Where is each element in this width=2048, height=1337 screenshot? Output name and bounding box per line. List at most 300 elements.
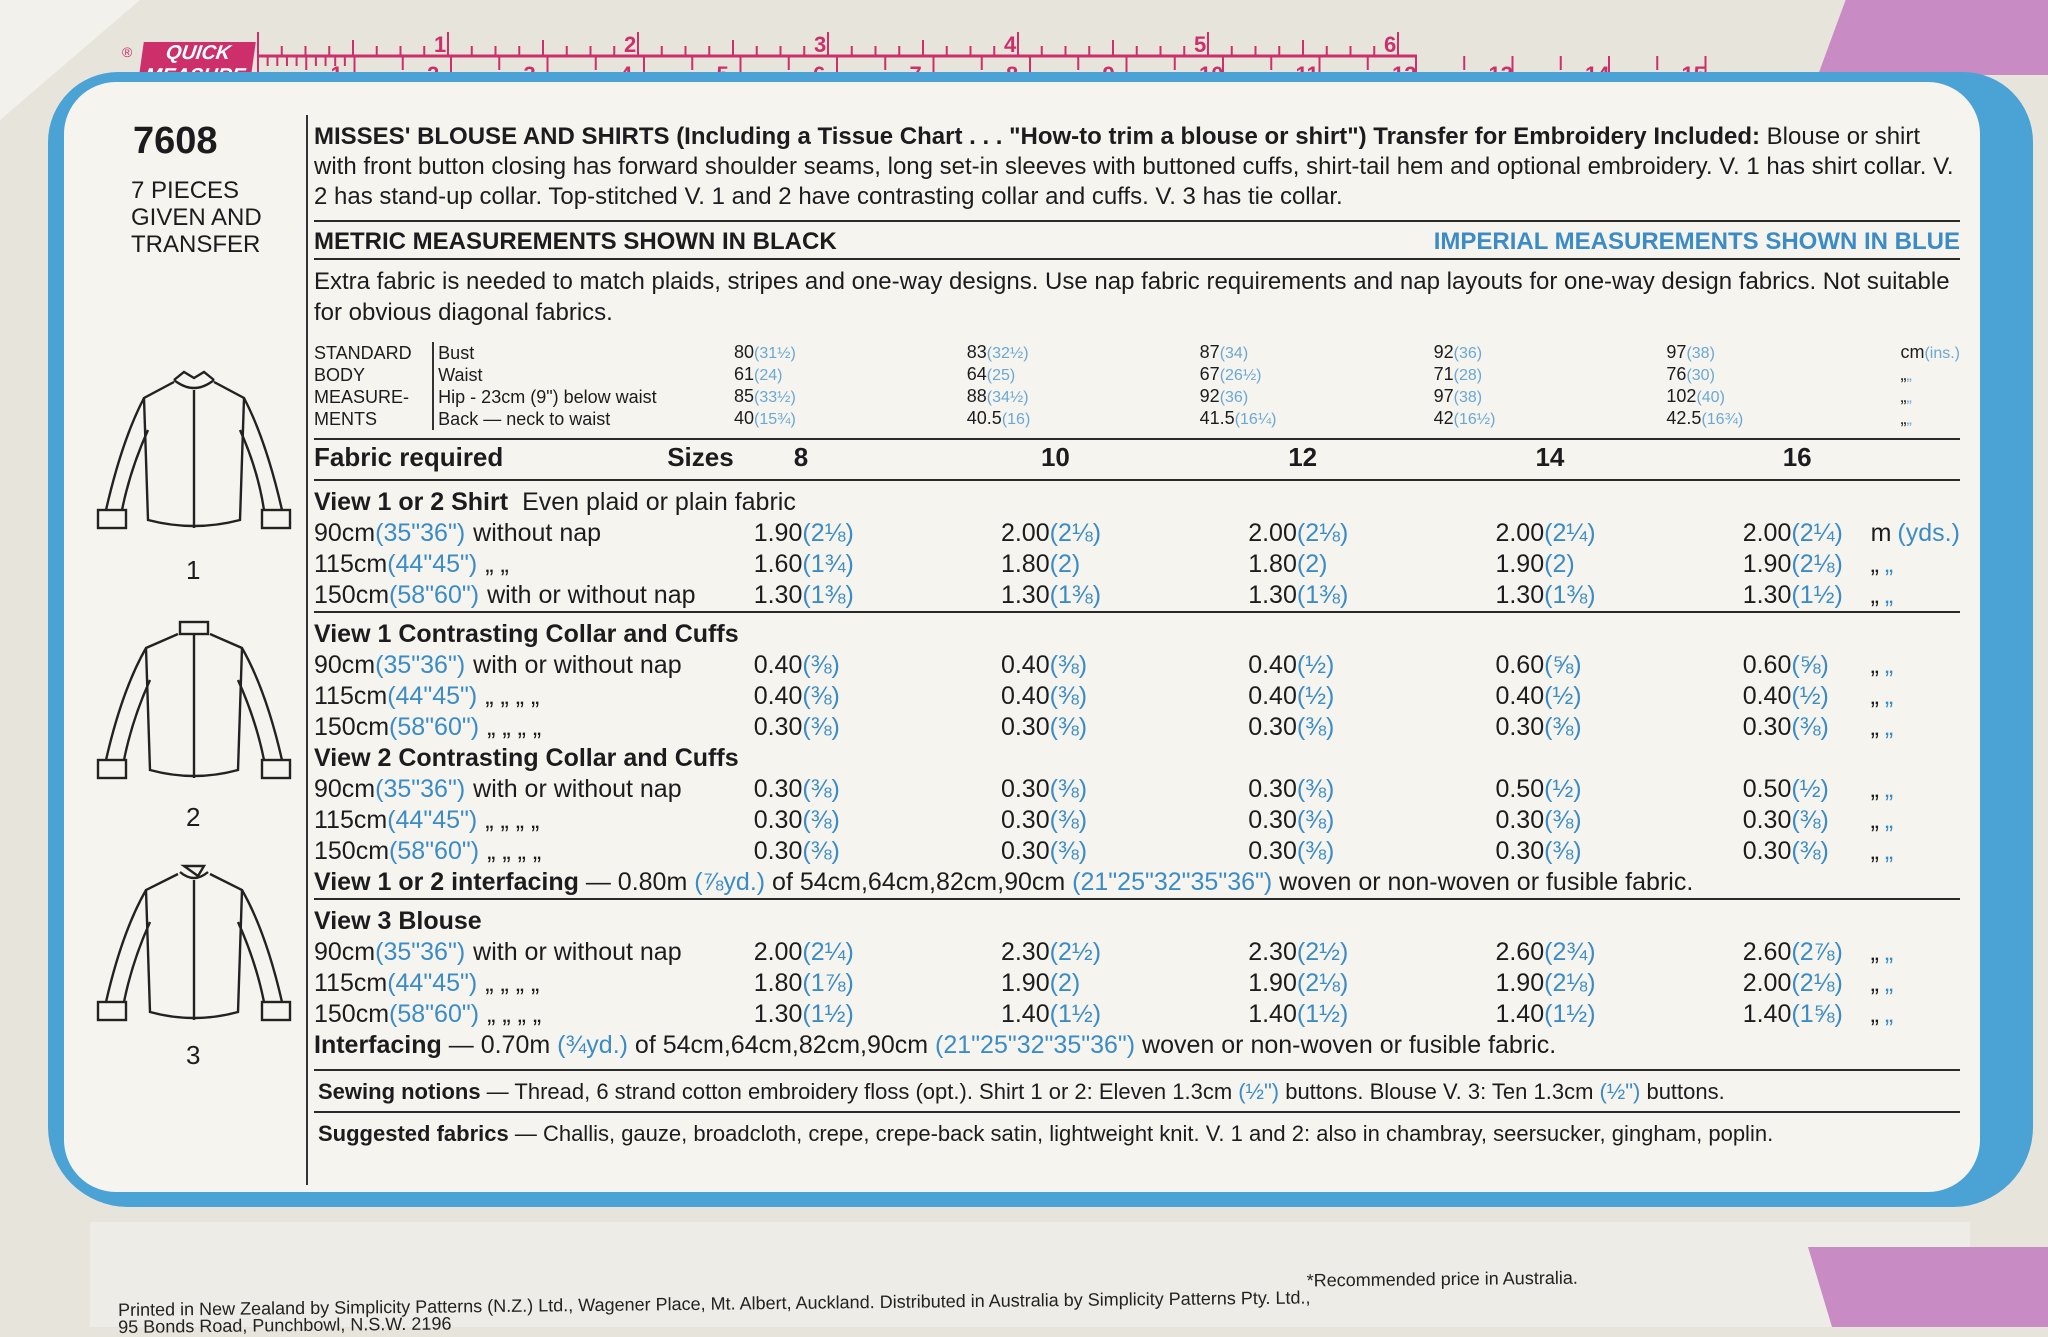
body-measure-value xyxy=(1200,386,1434,408)
fabric-amount xyxy=(1248,836,1495,867)
footer-line2: 95 Bonds Road, Punchbowl, N.S.W. 2196 xyxy=(118,1313,452,1337)
amount-metric: 1.30 xyxy=(1742,581,1792,609)
notions-text: — Thread, 6 strand cotton embroidery floss (opt.). Shirt 1 or 2: Eleven 1.3cm xyxy=(480,1079,1239,1104)
imperial-value: (40) xyxy=(1696,389,1725,406)
fabric-amount xyxy=(1743,712,1867,743)
amount-metric: 2.00 xyxy=(1742,519,1792,547)
amount-imperial: (2⅛) xyxy=(1296,519,1349,547)
unit-imperial: „ xyxy=(1884,550,1894,578)
metric-value: 85 xyxy=(734,386,755,406)
measurement-header xyxy=(314,222,1960,258)
notions-imperial: (½") xyxy=(1599,1079,1641,1104)
amount-metric: 1.90 xyxy=(1742,550,1792,578)
amount-imperial: (⅜) xyxy=(1791,837,1829,865)
amount-metric: 0.30 xyxy=(753,713,803,741)
main-content xyxy=(314,122,1960,1153)
nap-description: „ „ „ „ xyxy=(485,806,540,834)
width-imperial: (35"36") xyxy=(375,651,466,679)
unit-metric: „ xyxy=(1870,1000,1879,1028)
amount-metric: 2.00 xyxy=(753,938,803,966)
interfacing-text: woven or non-woven or fusible fabric. xyxy=(1272,868,1694,896)
section-title: View 1 or 2 Shirt xyxy=(314,488,509,516)
width-metric: 150cm xyxy=(314,837,390,865)
pieces-line1: 7 PIECES xyxy=(131,177,240,204)
interfacing-imperial: (21"25"32"35"36") xyxy=(935,1031,1136,1059)
amount-imperial: (⅜) xyxy=(802,806,840,834)
amount-metric: 0.50 xyxy=(1742,775,1792,803)
fabric-amount xyxy=(1001,999,1248,1030)
body-measure-value xyxy=(1434,408,1667,430)
imperial-value: (24) xyxy=(754,367,783,384)
fabric-width xyxy=(314,549,754,580)
fabric-amount xyxy=(754,805,1001,836)
pattern-number: 7608 xyxy=(133,120,218,162)
unit-metric: „ xyxy=(1870,682,1879,710)
amount-metric: 0.30 xyxy=(1248,713,1297,741)
metric-value: 83 xyxy=(966,342,987,362)
unit-imperial: „ xyxy=(1906,367,1912,384)
fabric-amount xyxy=(1743,774,1867,805)
unit-imperial: (yds.) xyxy=(1897,519,1960,547)
suggested-text: — Challis, gauze, broadcloth, crepe, crepe-back satin, lightweight knit. V. 1 and 2: also in chambray, seersucker, gingham, poplin. xyxy=(508,1121,1774,1146)
amount-metric: 2.30 xyxy=(1248,938,1297,966)
fabric-width xyxy=(314,836,754,867)
amount-metric: 0.30 xyxy=(1742,837,1792,865)
width-imperial: (35"36") xyxy=(375,938,466,966)
fabric-row xyxy=(314,549,1960,580)
width-metric: 90cm xyxy=(314,519,376,547)
body-measure-value xyxy=(1434,386,1667,408)
nap-description: „ „ „ „ xyxy=(487,713,542,741)
section-heading xyxy=(314,906,1960,937)
amount-imperial: (2) xyxy=(1296,550,1328,578)
left-column xyxy=(95,110,300,258)
amount-imperial: (⅜) xyxy=(1296,713,1335,741)
width-metric: 150cm xyxy=(314,1000,390,1028)
fabric-amount xyxy=(1743,937,1867,968)
fabric-row xyxy=(314,774,1960,805)
fabric-amount xyxy=(754,836,1001,867)
unit-imperial: „ xyxy=(1906,411,1912,428)
inch-label: 4 xyxy=(1004,32,1017,57)
fabric-width xyxy=(314,580,754,612)
amount-metric: 0.30 xyxy=(1248,837,1297,865)
width-imperial: (58"60") xyxy=(389,713,480,741)
amount-metric: 2.00 xyxy=(1000,519,1050,547)
amount-imperial: (⅜) xyxy=(1049,837,1088,865)
width-metric: 150cm xyxy=(314,581,390,609)
nap-description: „ „ „ „ xyxy=(487,1000,542,1028)
fabric-amount xyxy=(1743,650,1867,681)
amount-metric: 1.40 xyxy=(1742,1000,1792,1028)
fabric-required-label xyxy=(314,440,754,480)
unit xyxy=(1867,681,1960,712)
amount-imperial: (⅜) xyxy=(1049,651,1088,679)
footer-line1: Printed in New Zealand by Simplicity Patterns (N.Z.) Ltd., Wagener Place, Mt. Albert, Auckland. Distributed in Australia by Simplicity Patterns Pty. Ltd., xyxy=(117,1287,1311,1320)
body-measure-value xyxy=(734,386,967,408)
amount-metric: 1.30 xyxy=(1248,581,1297,609)
fabric-row xyxy=(314,580,1960,612)
unit xyxy=(1867,836,1960,867)
size-header: 14 xyxy=(1535,442,1565,472)
amount-metric: 0.30 xyxy=(753,775,803,803)
nap-description: with or without nap xyxy=(473,651,682,679)
amount-imperial: (2) xyxy=(1049,550,1081,578)
amount-imperial: (2⅛) xyxy=(1791,550,1843,578)
amount-metric: 0.30 xyxy=(1495,837,1545,865)
view-1-label: 1 xyxy=(186,555,201,585)
metric-value: 41.5 xyxy=(1199,408,1235,428)
amount-metric: 0.30 xyxy=(1495,806,1545,834)
width-metric: 115cm xyxy=(314,682,388,710)
size-header: 8 xyxy=(793,442,809,472)
pink-corner-bottom xyxy=(1808,1247,2048,1327)
fabric-amount xyxy=(1495,580,1742,612)
amount-imperial: (2⅞) xyxy=(1791,938,1843,966)
interfacing-text: — 0.70m xyxy=(441,1031,558,1059)
body-measure-value xyxy=(734,408,967,430)
body-label-line: MENTS xyxy=(314,409,377,429)
section-title: View 3 Blouse xyxy=(314,907,482,935)
imperial-value: (16¾) xyxy=(1701,411,1744,428)
fabric-amount xyxy=(1001,774,1248,805)
amount-metric: 1.60 xyxy=(753,550,803,578)
amount-metric: 1.90 xyxy=(1248,969,1297,997)
amount-metric: 0.30 xyxy=(1248,775,1297,803)
amount-metric: 0.30 xyxy=(1000,806,1050,834)
amount-imperial: (2⅛) xyxy=(1791,969,1843,997)
unit xyxy=(1867,518,1960,549)
unit-metric: „ xyxy=(1870,837,1879,865)
body-measure-value xyxy=(1666,408,1900,430)
unit xyxy=(1900,342,1960,364)
inch-label: 2 xyxy=(624,32,637,57)
nap-description: „ „ xyxy=(485,550,509,578)
amount-imperial: (2¾) xyxy=(1544,938,1596,966)
width-imperial: (35"36") xyxy=(375,775,466,803)
fabric-amount xyxy=(1248,968,1495,999)
unit xyxy=(1867,774,1960,805)
metric-value: 97 xyxy=(1666,342,1687,362)
fabric-amount xyxy=(754,774,1001,805)
unit xyxy=(1867,650,1960,681)
registered-mark: ® xyxy=(122,44,133,60)
fabric-amount xyxy=(1248,805,1495,836)
fabric-amount xyxy=(1001,580,1248,612)
fabric-amount xyxy=(1495,937,1742,968)
fabric-amount xyxy=(1495,968,1742,999)
fabric-row xyxy=(314,836,1960,867)
amount-metric: 1.30 xyxy=(753,581,803,609)
pieces-line3: TRANSFER xyxy=(131,231,261,258)
body-measure-row xyxy=(314,364,1960,386)
width-imperial: (58"60") xyxy=(389,1000,480,1028)
amount-metric: 0.40 xyxy=(1248,651,1297,679)
fabric-amount xyxy=(1495,712,1742,743)
unit-imperial: „ xyxy=(1884,682,1894,710)
fabric-width xyxy=(314,937,754,968)
width-metric: 90cm xyxy=(314,938,376,966)
metric-value: 92 xyxy=(1433,342,1454,362)
fabric-amount xyxy=(1248,999,1495,1030)
fabric-amount xyxy=(754,937,1001,968)
nap-description: „ „ „ „ xyxy=(485,682,540,710)
badge-line1: QUICK xyxy=(164,42,233,64)
amount-metric: 0.30 xyxy=(753,806,803,834)
inch-label: 3 xyxy=(814,32,827,57)
metric-value: 40.5 xyxy=(966,408,1002,428)
amount-imperial: (⅜) xyxy=(802,837,840,865)
imperial-value: (16) xyxy=(1001,411,1031,428)
metric-value: 42 xyxy=(1433,408,1454,428)
fabric-amount xyxy=(1495,805,1742,836)
amount-metric: 0.40 xyxy=(1000,682,1050,710)
notions-label: Sewing notions xyxy=(318,1079,481,1104)
unit-metric: „ xyxy=(1900,408,1907,428)
amount-imperial: (1½) xyxy=(1049,1000,1102,1028)
body-measure-value xyxy=(1200,408,1434,430)
fabric-amount xyxy=(1495,549,1742,580)
fabric-amount xyxy=(1248,650,1495,681)
body-measure-value xyxy=(967,408,1200,430)
unit-metric: „ xyxy=(1870,969,1879,997)
metric-value: 87 xyxy=(1199,342,1220,362)
amount-metric: 2.60 xyxy=(1742,938,1792,966)
fabric-amount xyxy=(1001,968,1248,999)
divider xyxy=(314,480,1960,487)
amount-imperial: (⅜) xyxy=(1544,837,1582,865)
amount-metric: 2.00 xyxy=(1495,519,1545,547)
fabric-row xyxy=(314,518,1960,549)
fabric-width xyxy=(314,518,754,549)
unit xyxy=(1867,549,1960,580)
fabric-amount xyxy=(1743,836,1867,867)
metric-value: 92 xyxy=(1199,386,1220,406)
fabric-table xyxy=(314,440,1960,1061)
body-measure-name: Hip - 23cm (9") below waist xyxy=(433,386,734,408)
fabric-amount xyxy=(1001,650,1248,681)
fabric-amount xyxy=(1248,549,1495,580)
amount-metric: 0.40 xyxy=(753,682,803,710)
fabric-amount xyxy=(1248,518,1495,549)
amount-metric: 0.60 xyxy=(1742,651,1792,679)
view-3-illustration xyxy=(88,862,298,1037)
fabric-amount xyxy=(1001,836,1248,867)
imperial-value: (32½) xyxy=(986,345,1029,362)
nap-description: without nap xyxy=(473,519,602,547)
fabric-amount xyxy=(1248,580,1495,612)
amount-imperial: (1⅜) xyxy=(1544,581,1596,609)
body-measure-row xyxy=(314,342,1960,364)
unit-imperial: „ xyxy=(1884,713,1894,741)
view-1-illustration xyxy=(88,370,298,545)
unit xyxy=(1900,408,1960,430)
fabric-width xyxy=(314,999,754,1030)
size-header: 12 xyxy=(1288,442,1318,472)
nap-description: „ „ „ „ xyxy=(487,837,542,865)
fabric-row xyxy=(314,681,1960,712)
amount-metric: 0.30 xyxy=(1742,806,1792,834)
metric-value: 40 xyxy=(734,408,755,428)
amount-metric: 1.40 xyxy=(1000,1000,1050,1028)
unit xyxy=(1867,712,1960,743)
sewing-notions xyxy=(314,1071,1960,1111)
amount-imperial: (1½) xyxy=(802,1000,854,1028)
metric-value: 71 xyxy=(1433,364,1454,384)
width-metric: 115cm xyxy=(314,550,388,578)
inch-label: 1 xyxy=(434,32,447,57)
amount-metric: 0.40 xyxy=(1248,682,1297,710)
fabric-amount xyxy=(1495,999,1742,1030)
fabric-amount xyxy=(754,650,1001,681)
amount-metric: 2.30 xyxy=(1000,938,1050,966)
amount-metric: 1.40 xyxy=(1248,1000,1297,1028)
amount-metric: 1.30 xyxy=(1000,581,1050,609)
amount-imperial: (⅜) xyxy=(802,682,840,710)
fabric-row xyxy=(314,937,1960,968)
body-measure-value xyxy=(1666,364,1900,386)
imperial-value: (30) xyxy=(1686,367,1715,384)
fabric-amount xyxy=(1495,518,1742,549)
amount-imperial: (1⅜) xyxy=(1296,581,1349,609)
pattern-description xyxy=(314,122,1960,212)
fabric-amount xyxy=(754,549,1001,580)
body-label-line: STANDARD xyxy=(314,343,412,363)
divider xyxy=(314,899,1960,906)
fabric-amount xyxy=(1001,805,1248,836)
body-measure-value xyxy=(1434,364,1667,386)
interfacing-text: — 0.80m xyxy=(578,868,695,896)
fabric-amount xyxy=(1743,518,1867,549)
amount-metric: 0.50 xyxy=(1495,775,1545,803)
amount-imperial: (⅜) xyxy=(1296,775,1335,803)
amount-imperial: (⅜) xyxy=(802,651,840,679)
unit-metric: „ xyxy=(1870,581,1879,609)
imperial-header: IMPERIAL MEASUREMENTS SHOWN IN BLUE xyxy=(1433,228,1960,255)
unit-imperial: „ xyxy=(1884,837,1894,865)
amount-imperial: (⅜) xyxy=(1049,775,1088,803)
interfacing-label: View 1 or 2 interfacing xyxy=(314,868,579,896)
interfacing-label: Interfacing xyxy=(314,1031,442,1059)
body-measure-name: Back — neck to waist xyxy=(433,408,734,430)
amount-imperial: (⅜) xyxy=(1791,806,1829,834)
amount-imperial: (1⅞) xyxy=(802,969,854,997)
fabric-width xyxy=(314,650,754,681)
fabric-amount xyxy=(1743,549,1867,580)
suggested-fabrics xyxy=(314,1113,1960,1153)
suggested-label: Suggested fabrics xyxy=(318,1121,509,1146)
amount-imperial: (½) xyxy=(1296,682,1335,710)
amount-metric: 1.80 xyxy=(753,969,803,997)
amount-imperial: (1½) xyxy=(1544,1000,1596,1028)
width-imperial: (58"60") xyxy=(389,837,480,865)
width-imperial: (58"60") xyxy=(389,581,480,609)
width-imperial: (35"36") xyxy=(375,519,466,547)
unit xyxy=(1867,580,1960,612)
interfacing-text: of 54cm,64cm,82cm,90cm xyxy=(765,868,1073,896)
imperial-value: (16½) xyxy=(1453,411,1496,428)
fabric-row xyxy=(314,650,1960,681)
amount-imperial: (2¼) xyxy=(1544,519,1596,547)
sizes-row xyxy=(314,440,1960,480)
amount-imperial: (2⅛) xyxy=(1049,519,1102,547)
amount-metric: 0.30 xyxy=(1000,713,1050,741)
amount-imperial: (⅜) xyxy=(1544,806,1582,834)
amount-imperial: (½) xyxy=(1791,682,1829,710)
amount-imperial: (2⅛) xyxy=(1296,969,1349,997)
imperial-value: (34) xyxy=(1219,345,1249,362)
body-measure-row xyxy=(314,386,1960,408)
unit-imperial: „ xyxy=(1884,651,1894,679)
fabric-amount xyxy=(754,681,1001,712)
imperial-value: (16¼) xyxy=(1234,411,1277,428)
imperial-value: (34½) xyxy=(986,389,1029,406)
metric-value: 64 xyxy=(966,364,987,384)
amount-imperial: (⅜) xyxy=(1296,837,1335,865)
metric-value: 102 xyxy=(1666,386,1697,406)
fabric-amount xyxy=(1495,681,1742,712)
imperial-value: (36) xyxy=(1453,345,1483,362)
body-measure-value xyxy=(1200,364,1434,386)
interfacing-row xyxy=(314,1030,1960,1061)
amount-metric: 1.40 xyxy=(1495,1000,1545,1028)
amount-imperial: (½) xyxy=(1544,682,1582,710)
amount-metric: 2.60 xyxy=(1495,938,1545,966)
section-heading xyxy=(314,619,1960,650)
size-header: 10 xyxy=(1040,442,1070,472)
imperial-value: (25) xyxy=(986,367,1016,384)
nap-description: with or without nap xyxy=(473,938,682,966)
metric-header: METRIC MEASUREMENTS SHOWN IN BLACK xyxy=(314,228,837,255)
fabric-row xyxy=(314,805,1960,836)
unit-metric: „ xyxy=(1870,550,1879,578)
unit xyxy=(1867,937,1960,968)
fabric-amount xyxy=(1743,580,1867,612)
view-2-illustration xyxy=(88,620,298,795)
body-measure-value xyxy=(734,342,967,364)
amount-metric: 0.40 xyxy=(1495,682,1545,710)
unit-metric: „ xyxy=(1870,775,1879,803)
amount-metric: 0.30 xyxy=(1000,837,1050,865)
unit-imperial: „ xyxy=(1884,775,1894,803)
fabric-label: Fabric required xyxy=(314,442,504,472)
body-measure-value xyxy=(967,386,1200,408)
amount-metric: 0.30 xyxy=(1495,713,1545,741)
interfacing-imperial: (¾yd.) xyxy=(557,1031,628,1059)
amount-metric: 1.90 xyxy=(1000,969,1050,997)
body-measure-value xyxy=(967,342,1200,364)
fabric-amount xyxy=(1495,774,1742,805)
amount-imperial: (⅜) xyxy=(1049,682,1088,710)
amount-metric: 0.30 xyxy=(1742,713,1792,741)
amount-imperial: (2½) xyxy=(1296,938,1349,966)
imperial-value: (26½) xyxy=(1219,367,1262,384)
section-title: View 1 Contrasting Collar and Cuffs xyxy=(314,620,739,648)
metric-value: 67 xyxy=(1199,364,1220,384)
imperial-value: (36) xyxy=(1219,389,1249,406)
unit xyxy=(1867,999,1960,1030)
fabric-width xyxy=(314,712,754,743)
amount-metric: 1.30 xyxy=(1495,581,1545,609)
unit-imperial: (ins.) xyxy=(1924,345,1960,362)
notions-text: buttons. Blouse V. 3: Ten 1.3cm xyxy=(1279,1079,1600,1104)
unit-metric: „ xyxy=(1900,386,1907,406)
metric-value: 61 xyxy=(734,364,755,384)
amount-metric: 0.30 xyxy=(1248,806,1297,834)
section-subtitle: Even plaid or plain fabric xyxy=(522,488,796,516)
imperial-value: (38) xyxy=(1686,345,1715,362)
fabric-amount xyxy=(1743,805,1867,836)
